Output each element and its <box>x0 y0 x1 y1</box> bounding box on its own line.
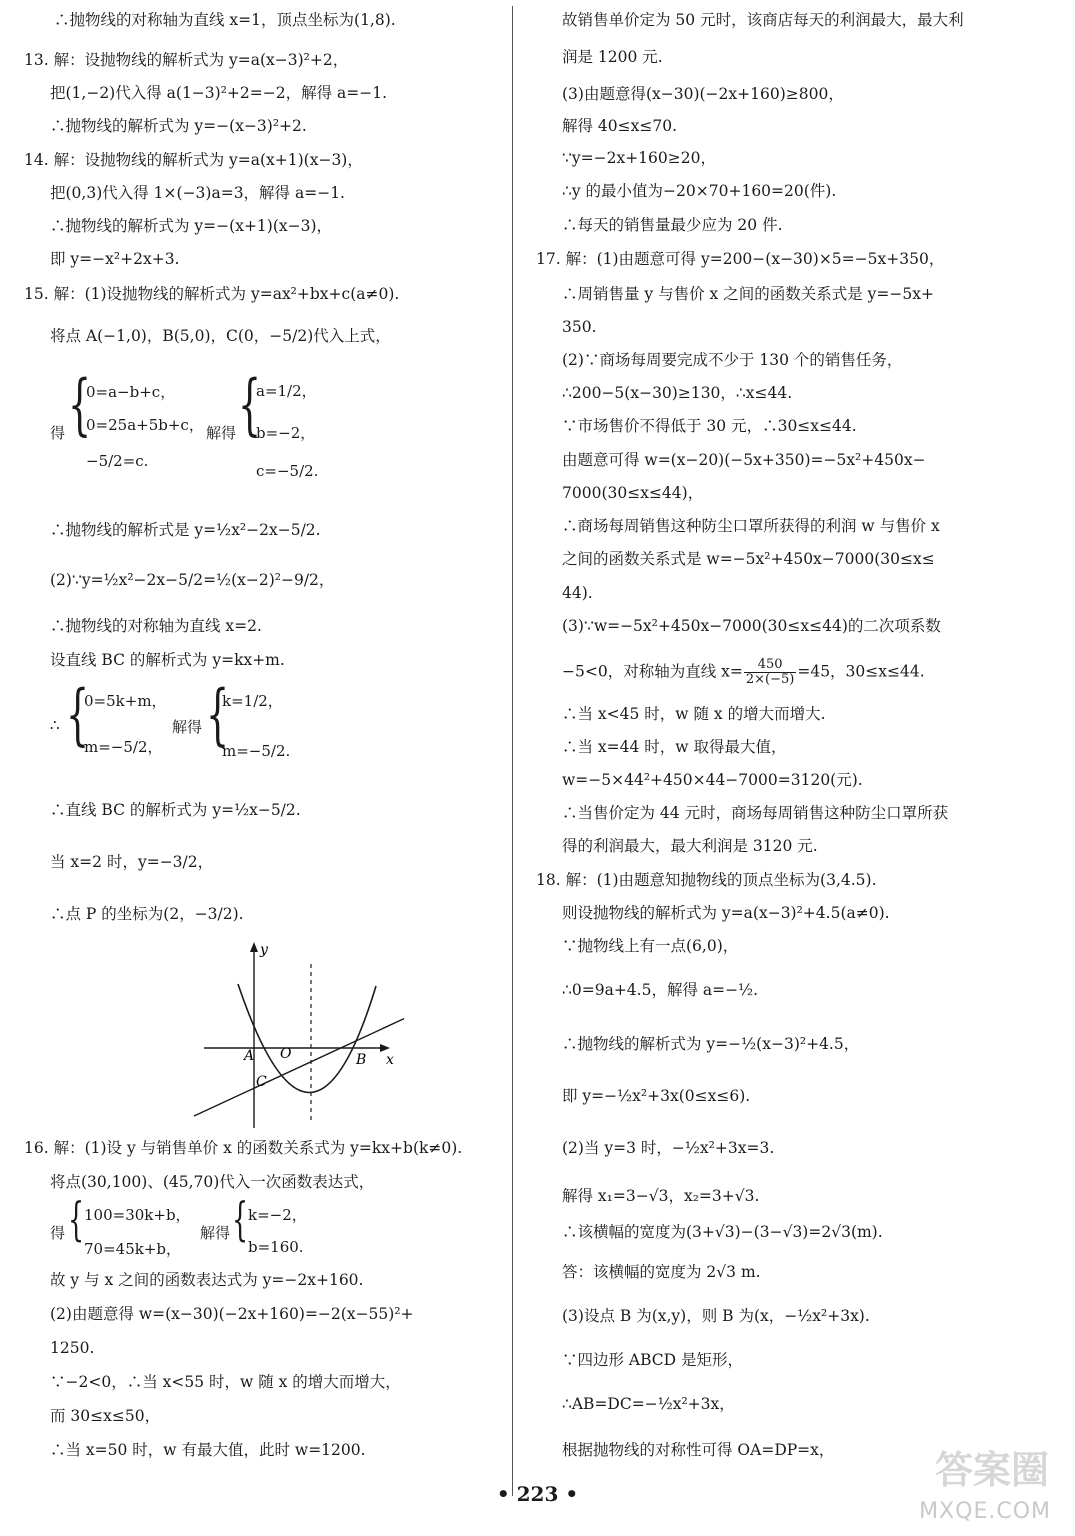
text-line: 即 y=−x²+2x+3. <box>50 250 180 268</box>
text-line: ∴抛物线的解析式为 y=−½(x−3)²+4.5， <box>562 1035 860 1053</box>
text-line: ∴点 P 的坐标为(2，−3/2). <box>50 905 244 923</box>
page-number: • 223 • <box>496 1482 579 1506</box>
text-line: 即 y=−½x²+3x(0≤x≤6). <box>562 1087 751 1105</box>
text-line: ∴抛物线的解析式为 y=−(x+1)(x−3)， <box>50 217 333 235</box>
label-b: B <box>356 1052 367 1068</box>
text-line: ∴当售价定为 44 元时，商场每周销售这种防尘口罩所获 <box>562 804 949 822</box>
x-axis-arrow <box>380 1044 390 1052</box>
text-line: 7000(30≤x≤44)， <box>562 484 704 502</box>
text-line: 把(1,−2)代入得 a(1−3)²+2=−2，解得 a=−1. <box>50 84 388 102</box>
text-line: 将点(30,100)、(45,70)代入一次函数表达式， <box>50 1173 375 1191</box>
text-line: ∴抛物线的解析式为 y=−(x−3)²+2. <box>50 117 307 135</box>
text-line: ∴200−5(x−30)≥130，∴x≤44. <box>562 384 793 402</box>
watermark-url: MXQE.COM <box>919 1499 1051 1524</box>
y-axis-arrow <box>250 942 258 952</box>
problem-18: 18. 解：(1)由题意知抛物线的顶点坐标为(3,4.5). <box>536 871 877 889</box>
text-line: 把(0,3)代入得 1×(−3)a=3，解得 a=−1. <box>50 184 345 202</box>
text-line: ∴AB=DC=−½x²+3x， <box>562 1395 735 1413</box>
text-line: ∵−2<0，∴当 x<55 时，w 随 x 的增大而增大， <box>50 1373 401 1391</box>
column-divider <box>512 6 513 1496</box>
text-line: 1250. <box>50 1339 95 1357</box>
text-line: 350. <box>562 318 597 336</box>
text-line: (2)∵y=½x²−2x−5/2=½(x−2)²−9/2， <box>50 571 335 589</box>
text-line: ∴抛物线的对称轴为直线 x=2. <box>50 617 262 635</box>
text-line: (2)由题意得 w=(x−30)(−2x+160)=−2(x−55)²+ <box>50 1305 414 1323</box>
text-line: 当 x=2 时，y=−3/2， <box>50 853 214 871</box>
text-line: ∵四边形 ABCD 是矩形， <box>562 1351 744 1369</box>
text-line: ∵y=−2x+160≥20， <box>562 149 716 167</box>
text-line: 而 30≤x≤50， <box>50 1407 161 1425</box>
text-line: ∴每天的销售量最少应为 20 件. <box>562 216 783 234</box>
text-line: ∴y 的最小值为−20×70+160=20(件). <box>562 182 837 200</box>
text-line: 则设抛物线的解析式为 y=a(x−3)²+4.5(a≠0). <box>562 904 890 922</box>
text-line: ∵抛物线上有一点(6,0)， <box>562 937 739 955</box>
text-line: (2)当 y=3 时，−½x²+3x=3. <box>562 1139 775 1157</box>
text-line: 解得 x₁=3−√3，x₂=3+√3. <box>562 1187 760 1205</box>
problem-17: 17. 解：(1)由题意可得 y=200−(x−30)×5=−5x+350， <box>536 250 945 268</box>
text-line: (3)由题意得(x−30)(−2x+160)≥800， <box>562 85 844 103</box>
text-line: (2)∵商场每周要完成不少于 130 个的销售任务， <box>562 351 903 369</box>
text-line: 由题意可得 w=(x−20)(−5x+350)=−5x²+450x− <box>562 451 926 469</box>
text-line: 根据抛物线的对称性可得 OA=DP=x， <box>562 1441 835 1459</box>
text-line: 将点 A(−1,0)，B(5,0)，C(0，−5/2)代入上式， <box>50 327 391 345</box>
text-line: 答：该横幅的宽度为 2√3 m. <box>562 1263 761 1281</box>
text-line: ∴商场每周销售这种防尘口罩所获得的利润 w 与售价 x <box>562 517 940 535</box>
text-line: −5<0，对称轴为直线 x= $\frac{450}{2\times(-5)}$ =45，30≤x≤44. <box>562 657 925 687</box>
label-a: A <box>244 1048 255 1064</box>
text-line: ∴抛物线的对称轴为直线 x=1，顶点坐标为(1,8). <box>54 11 396 29</box>
text-line: 之间的函数关系式是 w=−5x²+450x−7000(30≤x≤ <box>562 550 935 568</box>
problem-16: 16. 解：(1)设 y 与销售单价 x 的函数关系式为 y=kx+b(k≠0). <box>24 1139 463 1157</box>
text-line: ∴直线 BC 的解析式为 y=½x−5/2. <box>50 801 301 819</box>
label-y: y <box>260 942 268 958</box>
label-c: C <box>256 1074 267 1090</box>
text-line: 故 y 与 x 之间的函数表达式为 y=−2x+160. <box>50 1271 364 1289</box>
text-line: ∴抛物线的解析式是 y=½x²−2x−5/2. <box>50 521 321 539</box>
label-o: O <box>280 1046 292 1062</box>
text-line: ∴当 x=44 时，w 取得最大值， <box>562 738 787 756</box>
text-line: ∴周销售量 y 与售价 x 之间的函数关系式是 y=−5x+ <box>562 285 934 303</box>
text-line: 润是 1200 元. <box>562 48 663 66</box>
text-line: 44). <box>562 584 593 602</box>
text-line: ∴该横幅的宽度为(3+√3)−(3−√3)=2√3(m). <box>562 1223 883 1241</box>
fraction: $\frac{450}{2\times(-5)}$ <box>745 657 795 687</box>
parabola-graph <box>164 940 404 1130</box>
problem-14: 14. 解：设抛物线的解析式为 y=a(x+1)(x−3)， <box>24 151 363 169</box>
text-line: (3)设点 B 为(x,y)，则 B 为(x，−½x²+3x). <box>562 1307 870 1325</box>
text-line: ∴当 x<45 时，w 随 x 的增大而增大. <box>562 705 826 723</box>
problem-15: 15. 解：(1)设抛物线的解析式为 y=ax²+bx+c(a≠0). <box>24 285 400 303</box>
text-line: (3)∵w=−5x²+450x−7000(30≤x≤44)的二次项系数 <box>562 617 941 635</box>
text-line: ∵市场售价不得低于 30 元，∴30≤x≤44. <box>562 417 857 435</box>
text-line: ∴当 x=50 时，w 有最大值，此时 w=1200. <box>50 1441 366 1459</box>
text-line: 得的利润最大，最大利润是 3120 元. <box>562 837 818 855</box>
text-line: 故销售单价定为 50 元时，该商店每天的利润最大，最大利 <box>562 11 964 29</box>
watermark-logo: 答案圈 <box>934 1448 1049 1492</box>
text-line: w=−5×44²+450×44−7000=3120(元). <box>562 771 863 789</box>
label-x: x <box>386 1052 394 1068</box>
text-line: 设直线 BC 的解析式为 y=kx+m. <box>50 651 285 669</box>
text-line: ∴0=9a+4.5，解得 a=−½. <box>562 981 759 999</box>
line-bc <box>194 1014 404 1116</box>
text-line: 解得 40≤x≤70. <box>562 117 678 135</box>
problem-13: 13. 解：设抛物线的解析式为 y=a(x−3)²+2， <box>24 51 349 69</box>
